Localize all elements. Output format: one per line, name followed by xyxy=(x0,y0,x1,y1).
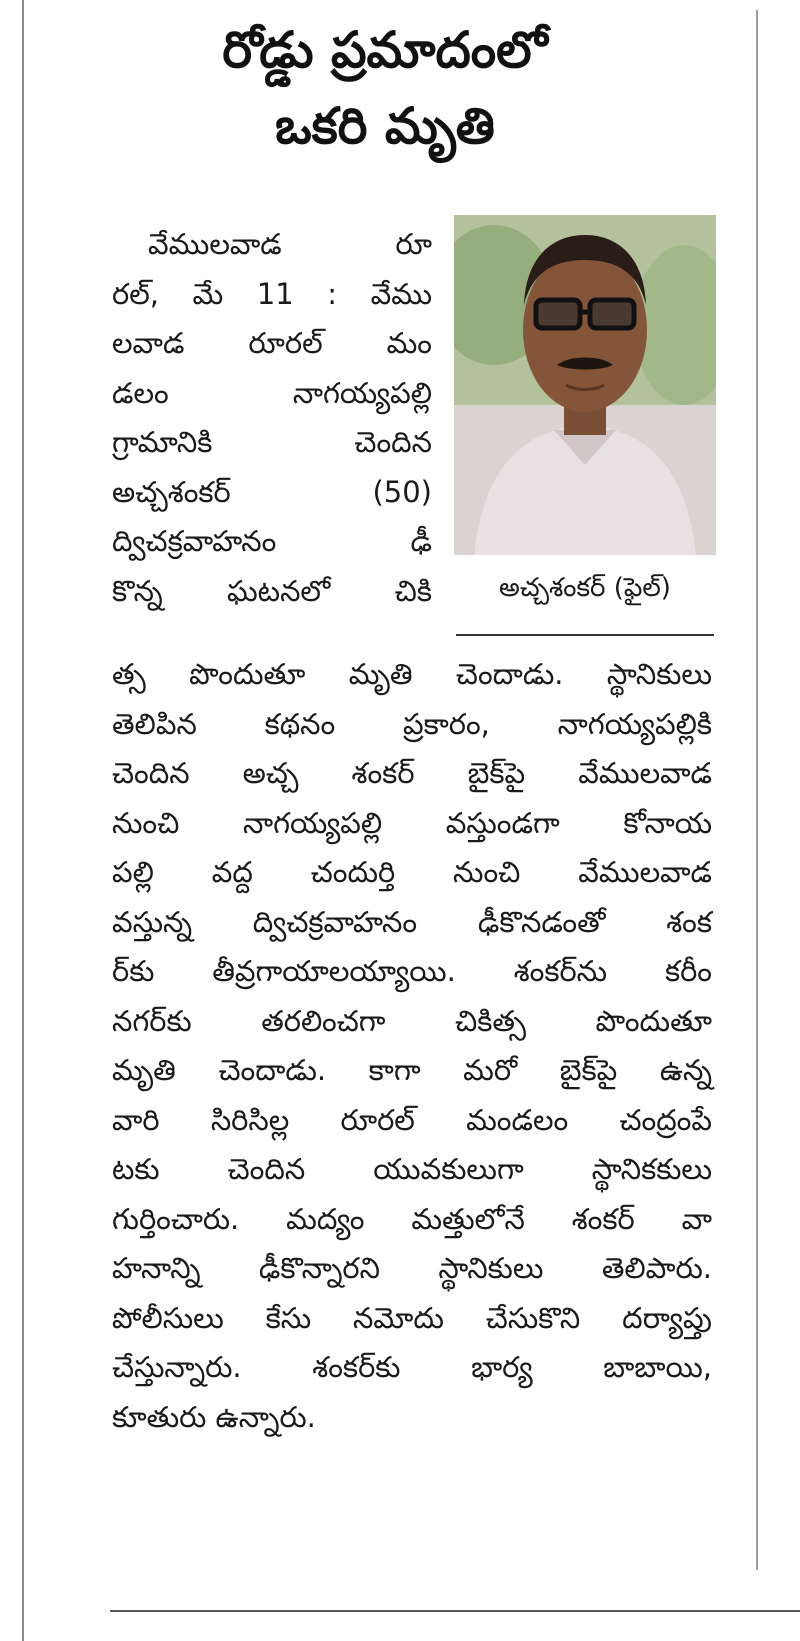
photo-caption: అచ్చశంకర్ (ఫైల్) xyxy=(499,573,671,603)
body-line: కూతురు ఉన్నారు. xyxy=(112,1399,316,1434)
body-line: కొన్న ఘటనలో చికి xyxy=(112,573,432,608)
body-line: రల్, మే 11 : వేము xyxy=(112,276,432,311)
body-line: అచ్చశంకర్ (50) xyxy=(112,474,432,509)
body-line: తెలిపిన కథనం ప్రకారం, నాగయ్యపల్లికి xyxy=(112,706,712,741)
body-line: ద్విచక్రవాహనం ఢీ xyxy=(112,524,432,558)
person-photo xyxy=(454,215,716,555)
body-line: చేస్తున్నారు. శంకర్‌కు భార్య బాబాయి, xyxy=(112,1350,712,1384)
body-line: మృతి చెందాడు. కాగా మరో బైక్‌పై ఉన్న xyxy=(112,1053,712,1087)
body-line: వేములవాడ రూ xyxy=(148,227,432,261)
body-line: గ్రామానికి చెందిన xyxy=(112,425,432,459)
headline-line-2: ఒకరి మృతి xyxy=(275,97,495,155)
body-line: పోలీసులు కేసు నమోదు చేసుకొని దర్యాప్తు xyxy=(112,1300,712,1335)
body-line: చెందిన అచ్చ శంకర్ బైక్‌పై వేములవాడ xyxy=(112,756,712,790)
body-line: హనాన్ని ఢీకొన్నారని స్థానికులు తెలిపారు. xyxy=(112,1251,712,1285)
body-line: వస్తున్న ద్విచక్రవాహనం ఢీకొనడంతో శంక xyxy=(112,904,712,939)
left-column-rule xyxy=(22,0,24,1641)
right-column-rule xyxy=(756,10,758,1570)
body-line: వారి సిరిసిల్ల రూరల్ మండలం చంద్రంపే xyxy=(112,1102,712,1137)
caption-underline xyxy=(456,634,714,636)
body-line: టకు చెందిన యువకులుగా స్థానికకులు xyxy=(112,1152,712,1186)
body-line: నుంచి నాగయ్యపల్లి వస్తుండగా కోనాయ xyxy=(112,805,712,840)
article-body-narrow xyxy=(112,220,432,616)
body-line: నగర్‌కు తరలించగా చికిత్స పొందుతూ xyxy=(112,1003,712,1038)
body-line: త్స పొందుతూ మృతి చెందాడు. స్థానికులు xyxy=(112,657,712,691)
bottom-rule xyxy=(110,1610,800,1612)
headline-line-1: రోడ్డు ప్రమాదంలో xyxy=(222,21,548,79)
body-line: గుర్తించారు. మద్యం మత్తులోనే శంకర్ వా xyxy=(112,1201,712,1236)
body-line: డలం నాగయ్యపల్లి xyxy=(112,375,432,410)
body-line: పల్లి వద్ద చందుర్తి నుంచి వేములవాడ xyxy=(112,855,712,889)
article-body-wide xyxy=(112,650,712,1442)
body-line: లవాడ రూరల్ మం xyxy=(112,326,432,360)
body-line: ర్‌కు తీవ్రగాయాలయ్యాయి. శంకర్‌ను కరీం xyxy=(112,954,712,988)
person-photo-image xyxy=(454,215,716,555)
headline xyxy=(60,12,710,164)
